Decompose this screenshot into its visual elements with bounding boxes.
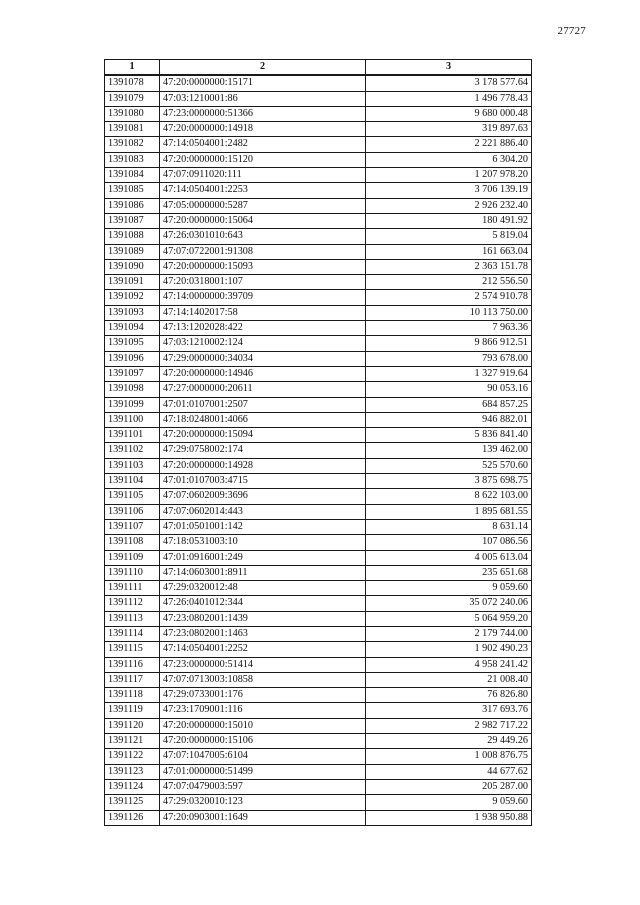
row-number-cell: 1391106: [105, 504, 160, 519]
value-cell: 21 008.40: [366, 672, 532, 687]
row-number-cell: 1391109: [105, 550, 160, 565]
header-col-2: 2: [160, 60, 366, 76]
cadastral-number-cell: 47:20:0000000:15120: [160, 152, 366, 167]
value-cell: 2 926 232.40: [366, 198, 532, 213]
cadastral-number-cell: 47:29:0758002:174: [160, 443, 366, 458]
table-row: [105, 290, 532, 305]
value-cell: 1 008 876.75: [366, 749, 532, 764]
cadastral-number-cell: 47:23:1709001:116: [160, 703, 366, 718]
row-number-cell: 1391085: [105, 183, 160, 198]
table-row: [105, 688, 532, 703]
value-cell: 1 938 950.88: [366, 810, 532, 825]
value-cell: 1 327 919.64: [366, 366, 532, 381]
value-cell: 1 207 978.20: [366, 168, 532, 183]
table-row: [105, 229, 532, 244]
value-cell: 235 651.68: [366, 565, 532, 580]
row-number-cell: 1391095: [105, 336, 160, 351]
row-number-cell: 1391100: [105, 412, 160, 427]
row-number-cell: 1391126: [105, 810, 160, 825]
row-number-cell: 1391104: [105, 474, 160, 489]
cadastral-number-cell: 47:07:0713003:10858: [160, 672, 366, 687]
value-cell: 90 053.16: [366, 382, 532, 397]
table-row: [105, 244, 532, 259]
table-row: [105, 198, 532, 213]
value-cell: 7 963.36: [366, 321, 532, 336]
header-row: [105, 60, 532, 76]
table-row: [105, 779, 532, 794]
cadastral-number-cell: 47:26:0401012:344: [160, 596, 366, 611]
table-row: [105, 183, 532, 198]
value-cell: 139 462.00: [366, 443, 532, 458]
table-row: [105, 718, 532, 733]
cadastral-number-cell: 47:07:0479003:597: [160, 779, 366, 794]
table-row: [105, 305, 532, 320]
cadastral-number-cell: 47:18:0248001:4066: [160, 412, 366, 427]
page-number: 27727: [557, 25, 586, 37]
table-row: [105, 596, 532, 611]
row-number-cell: 1391080: [105, 106, 160, 121]
row-number-cell: 1391124: [105, 779, 160, 794]
value-cell: 1 895 681.55: [366, 504, 532, 519]
row-number-cell: 1391078: [105, 75, 160, 91]
cadastral-number-cell: 47:20:0000000:14946: [160, 366, 366, 381]
cadastral-number-cell: 47:01:0916001:249: [160, 550, 366, 565]
cadastral-number-cell: 47:23:0802001:1463: [160, 626, 366, 641]
value-cell: 8 631.14: [366, 519, 532, 534]
value-cell: 35 072 240.06: [366, 596, 532, 611]
value-cell: 8 622 103.00: [366, 489, 532, 504]
cadastral-number-cell: 47:20:0000000:14928: [160, 458, 366, 473]
value-cell: 684 857.25: [366, 397, 532, 412]
table-row: [105, 213, 532, 228]
table-row: [105, 321, 532, 336]
value-cell: 3 178 577.64: [366, 75, 532, 91]
value-cell: 205 287.00: [366, 779, 532, 794]
table-row: [105, 122, 532, 137]
value-cell: 9 680 000.48: [366, 106, 532, 121]
value-cell: 76 826.80: [366, 688, 532, 703]
cadastral-number-cell: 47:27:0000000:20611: [160, 382, 366, 397]
table-row: [105, 810, 532, 825]
table-row: [105, 565, 532, 580]
table-row: [105, 734, 532, 749]
value-cell: 1 496 778.43: [366, 91, 532, 106]
row-number-cell: 1391113: [105, 611, 160, 626]
value-cell: 107 086.56: [366, 535, 532, 550]
cadastral-number-cell: 47:01:0501001:142: [160, 519, 366, 534]
table-row: [105, 397, 532, 412]
value-cell: 180 491.92: [366, 213, 532, 228]
table-row: [105, 611, 532, 626]
table-row: [105, 672, 532, 687]
cadastral-number-cell: 47:29:0000000:34034: [160, 351, 366, 366]
table-row: [105, 428, 532, 443]
value-cell: 2 363 151.78: [366, 259, 532, 274]
cadastral-number-cell: 47:20:0903001:1649: [160, 810, 366, 825]
table-row: [105, 382, 532, 397]
value-cell: 2 179 744.00: [366, 626, 532, 641]
value-cell: 317 693.76: [366, 703, 532, 718]
table-header: [105, 60, 532, 76]
cadastral-number-cell: 47:23:0000000:51414: [160, 657, 366, 672]
value-cell: 3 875 698.75: [366, 474, 532, 489]
row-number-cell: 1391116: [105, 657, 160, 672]
cadastral-number-cell: 47:18:0531003:10: [160, 535, 366, 550]
table-row: [105, 581, 532, 596]
cadastral-number-cell: 47:13:1202028:422: [160, 321, 366, 336]
cadastral-number-cell: 47:07:0911020:111: [160, 168, 366, 183]
row-number-cell: 1391114: [105, 626, 160, 641]
table-row: [105, 519, 532, 534]
cadastral-number-cell: 47:20:0000000:15106: [160, 734, 366, 749]
table-row: [105, 504, 532, 519]
value-cell: 29 449.26: [366, 734, 532, 749]
value-cell: 525 570.60: [366, 458, 532, 473]
value-cell: 5 836 841.40: [366, 428, 532, 443]
table-row: [105, 626, 532, 641]
table-row: [105, 336, 532, 351]
row-number-cell: 1391081: [105, 122, 160, 137]
table-row: [105, 152, 532, 167]
value-cell: 9 059.60: [366, 581, 532, 596]
row-number-cell: 1391107: [105, 519, 160, 534]
row-number-cell: 1391125: [105, 795, 160, 810]
table-row: [105, 137, 532, 152]
cadastral-number-cell: 47:14:1402017:58: [160, 305, 366, 320]
row-number-cell: 1391099: [105, 397, 160, 412]
value-cell: 161 663.04: [366, 244, 532, 259]
cadastral-number-cell: 47:01:0107003:4715: [160, 474, 366, 489]
table-row: [105, 412, 532, 427]
value-cell: 9 059.60: [366, 795, 532, 810]
row-number-cell: 1391091: [105, 275, 160, 290]
row-number-cell: 1391110: [105, 565, 160, 580]
table-row: [105, 764, 532, 779]
table-row: [105, 657, 532, 672]
cadastral-number-cell: 47:01:0000000:51499: [160, 764, 366, 779]
table-row: [105, 550, 532, 565]
row-number-cell: 1391123: [105, 764, 160, 779]
cadastral-number-cell: 47:03:1210001:86: [160, 91, 366, 106]
row-number-cell: 1391108: [105, 535, 160, 550]
cadastral-number-cell: 47:20:0000000:15010: [160, 718, 366, 733]
value-cell: 319 897.63: [366, 122, 532, 137]
cadastral-number-cell: 47:14:0000000:39709: [160, 290, 366, 305]
cadastral-number-cell: 47:20:0000000:15171: [160, 75, 366, 91]
cadastral-number-cell: 47:20:0318001:107: [160, 275, 366, 290]
cadastral-number-cell: 47:14:0603001:8911: [160, 565, 366, 580]
cadastral-number-cell: 47:20:0000000:15093: [160, 259, 366, 274]
cadastral-number-cell: 47:29:0320012:48: [160, 581, 366, 596]
row-number-cell: 1391082: [105, 137, 160, 152]
cadastral-number-cell: 47:01:0107001:2507: [160, 397, 366, 412]
table-row: [105, 106, 532, 121]
table-row: [105, 703, 532, 718]
row-number-cell: 1391087: [105, 213, 160, 228]
row-number-cell: 1391115: [105, 642, 160, 657]
cadastral-number-cell: 47:26:0301010:643: [160, 229, 366, 244]
header-col-1: 1: [105, 60, 160, 76]
row-number-cell: 1391102: [105, 443, 160, 458]
cadastral-number-cell: 47:20:0000000:15064: [160, 213, 366, 228]
row-number-cell: 1391083: [105, 152, 160, 167]
table-row: [105, 259, 532, 274]
table-row: [105, 474, 532, 489]
table-row: [105, 443, 532, 458]
row-number-cell: 1391105: [105, 489, 160, 504]
row-number-cell: 1391103: [105, 458, 160, 473]
cadastral-number-cell: 47:20:0000000:15094: [160, 428, 366, 443]
value-cell: 2 982 717.22: [366, 718, 532, 733]
table-row: [105, 275, 532, 290]
value-cell: 5 064 959.20: [366, 611, 532, 626]
value-cell: 5 819.04: [366, 229, 532, 244]
table-row: [105, 535, 532, 550]
value-cell: 946 882.01: [366, 412, 532, 427]
row-number-cell: 1391117: [105, 672, 160, 687]
cadastral-number-cell: 47:07:1047005:6104: [160, 749, 366, 764]
row-number-cell: 1391096: [105, 351, 160, 366]
cadastral-number-cell: 47:20:0000000:14918: [160, 122, 366, 137]
row-number-cell: 1391089: [105, 244, 160, 259]
cadastral-number-cell: 47:14:0504001:2253: [160, 183, 366, 198]
table-body: [105, 75, 532, 825]
value-cell: 793 678.00: [366, 351, 532, 366]
row-number-cell: 1391093: [105, 305, 160, 320]
row-number-cell: 1391088: [105, 229, 160, 244]
header-col-3: 3: [366, 60, 532, 76]
row-number-cell: 1391112: [105, 596, 160, 611]
table-row: [105, 489, 532, 504]
cadastral-number-cell: 47:14:0504001:2482: [160, 137, 366, 152]
table-row: [105, 749, 532, 764]
row-number-cell: 1391097: [105, 366, 160, 381]
value-cell: 10 113 750.00: [366, 305, 532, 320]
row-number-cell: 1391101: [105, 428, 160, 443]
cadastral-number-cell: 47:29:0320010:123: [160, 795, 366, 810]
value-cell: 2 221 886.40: [366, 137, 532, 152]
value-cell: 4 958 241.42: [366, 657, 532, 672]
value-cell: 1 902 490.23: [366, 642, 532, 657]
value-cell: 2 574 910.78: [366, 290, 532, 305]
table-row: [105, 75, 532, 91]
value-cell: 212 556.50: [366, 275, 532, 290]
table-row: [105, 795, 532, 810]
value-cell: 4 005 613.04: [366, 550, 532, 565]
row-number-cell: 1391092: [105, 290, 160, 305]
row-number-cell: 1391084: [105, 168, 160, 183]
row-number-cell: 1391094: [105, 321, 160, 336]
cadastral-number-cell: 47:23:0000000:51366: [160, 106, 366, 121]
row-number-cell: 1391119: [105, 703, 160, 718]
value-cell: 6 304.20: [366, 152, 532, 167]
table-row: [105, 642, 532, 657]
cadastral-number-cell: 47:07:0602014:443: [160, 504, 366, 519]
row-number-cell: 1391090: [105, 259, 160, 274]
cadastral-number-cell: 47:03:1210002:124: [160, 336, 366, 351]
cadastral-number-cell: 47:14:0504001:2252: [160, 642, 366, 657]
row-number-cell: 1391079: [105, 91, 160, 106]
row-number-cell: 1391086: [105, 198, 160, 213]
row-number-cell: 1391120: [105, 718, 160, 733]
cadastral-number-cell: 47:29:0733001:176: [160, 688, 366, 703]
cadastral-number-cell: 47:23:0802001:1439: [160, 611, 366, 626]
row-number-cell: 1391098: [105, 382, 160, 397]
cadastral-number-cell: 47:05:0000000:5287: [160, 198, 366, 213]
table-row: [105, 168, 532, 183]
row-number-cell: 1391122: [105, 749, 160, 764]
value-cell: 44 677.62: [366, 764, 532, 779]
table-row: [105, 366, 532, 381]
cadastral-number-cell: 47:07:0602009:3696: [160, 489, 366, 504]
row-number-cell: 1391111: [105, 581, 160, 596]
table-row: [105, 91, 532, 106]
row-number-cell: 1391118: [105, 688, 160, 703]
value-cell: 9 866 912.51: [366, 336, 532, 351]
data-table: [104, 59, 532, 826]
table-row: [105, 458, 532, 473]
table-row: [105, 351, 532, 366]
value-cell: 3 706 139.19: [366, 183, 532, 198]
row-number-cell: 1391121: [105, 734, 160, 749]
cadastral-number-cell: 47:07:0722001:91308: [160, 244, 366, 259]
